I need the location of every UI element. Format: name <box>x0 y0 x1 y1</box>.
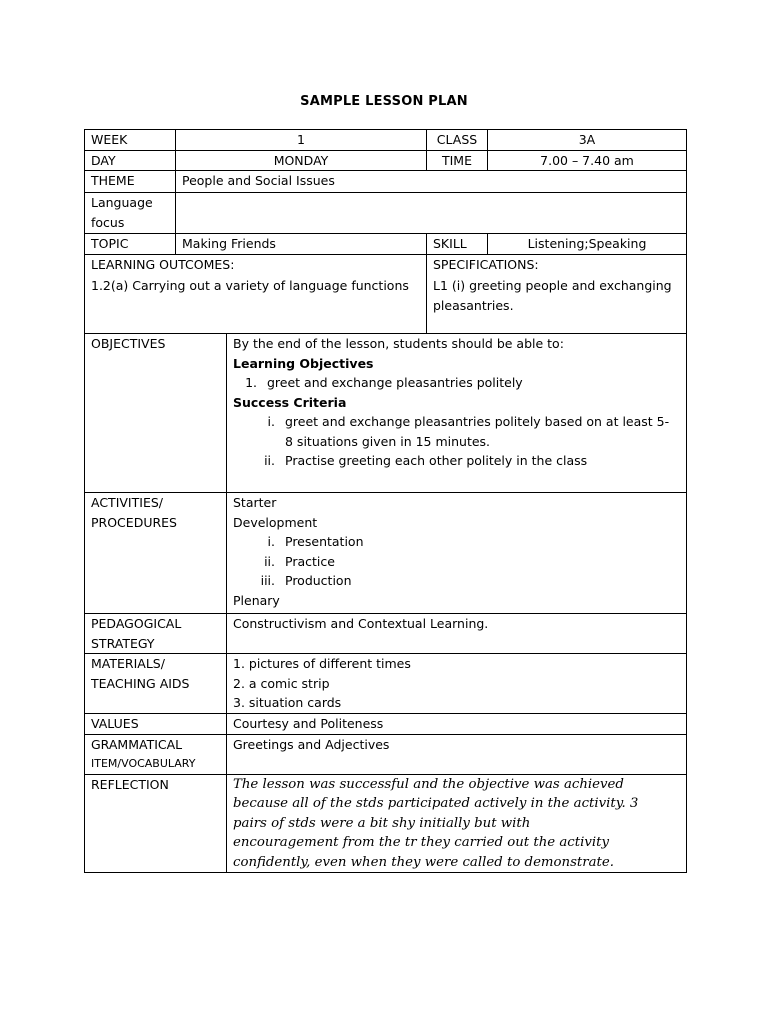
activity-stage-marker: i. <box>267 534 275 549</box>
week-label: WEEK <box>85 130 176 151</box>
activities-label-line1: ACTIVITIES/ <box>91 495 163 510</box>
reflection-line: because all of the stds participated actively in the activity. 3 <box>233 796 639 811</box>
specifications-value-line2: pleasantries. <box>433 297 514 313</box>
reflection-line: encouragement from the tr they carried out the activity <box>233 835 609 850</box>
success-criterion-text-line1: Practise greeting each other politely in the class <box>285 453 588 468</box>
activity-stage-item <box>233 532 680 552</box>
topic-label: TOPIC <box>85 234 176 255</box>
activities-development: Development <box>233 514 318 530</box>
pedagogical-label-line2: STRATEGY <box>91 635 155 651</box>
language-focus-label <box>85 193 176 234</box>
reflection-line: confidently, even when they were called to demonstrate. <box>233 854 614 870</box>
time-label: TIME <box>427 150 488 171</box>
materials-content <box>227 654 687 714</box>
materials-label-line1: MATERIALS/ <box>91 656 165 671</box>
values-row <box>85 713 687 734</box>
topic-row <box>85 234 687 255</box>
document-title: SAMPLE LESSON PLAN <box>300 94 468 109</box>
activity-stage-text: Presentation <box>285 534 364 549</box>
success-criteria-heading: Success Criteria <box>233 394 347 410</box>
success-criterion-text-line1: greet and exchange pleasantries politely based on at least 5- <box>285 414 670 429</box>
materials-label <box>85 654 227 714</box>
pedagogical-label-line1: PEDAGOGICAL <box>91 616 182 631</box>
grammatical-label <box>85 734 227 774</box>
activity-stage-text: Practice <box>285 553 335 569</box>
week-row <box>85 130 687 151</box>
activities-starter: Starter <box>233 495 277 510</box>
activity-stage-marker: iii. <box>260 573 275 588</box>
skill-value: Listening;Speaking <box>488 234 687 255</box>
reflection-line: pairs of stds were a bit shy initially but with <box>233 815 531 831</box>
values-value: Courtesy and Politeness <box>227 713 687 734</box>
activities-plenary: Plenary <box>233 592 280 608</box>
learning-outcomes-cell <box>85 254 427 333</box>
language-focus-value <box>176 193 687 234</box>
class-label: CLASS <box>427 130 488 151</box>
week-value: 1 <box>176 130 427 151</box>
language-focus-row <box>85 193 687 234</box>
time-value: 7.00 – 7.40 am <box>488 150 687 171</box>
learning-objective-text: greet and exchange pleasantries politely <box>267 375 523 390</box>
skill-label: SKILL <box>427 234 488 255</box>
learning-objectives-heading: Learning Objectives <box>233 355 374 371</box>
success-criterion-item <box>233 412 680 451</box>
activities-content <box>227 493 687 614</box>
reflection-line: The lesson was successful and the objective was achieved <box>233 776 624 792</box>
objectives-intro: By the end of the lesson, students should be able to: <box>233 336 564 351</box>
reflection-text <box>227 774 687 873</box>
language-focus-label-line2: focus <box>91 214 125 230</box>
materials-item: 2. a comic strip <box>233 675 330 691</box>
activity-stage-item <box>233 571 680 591</box>
objectives-content <box>227 334 687 493</box>
materials-row <box>85 654 687 714</box>
grammatical-label-line1: GRAMMATICAL <box>91 736 183 752</box>
materials-item: 1. pictures of different times <box>233 656 411 671</box>
pedagogical-value: Constructivism and Contextual Learning. <box>227 614 687 654</box>
topic-value: Making Friends <box>176 234 427 255</box>
language-focus-label-line1: Language <box>91 195 153 210</box>
reflection-label: REFLECTION <box>85 774 227 873</box>
reflection-row <box>85 774 687 873</box>
outcomes-row <box>85 254 687 333</box>
grammatical-row <box>85 734 687 774</box>
learning-objective-item <box>233 373 680 393</box>
activities-row <box>85 493 687 614</box>
pedagogical-row <box>85 614 687 654</box>
activities-label-line2: PROCEDURES <box>91 514 177 530</box>
theme-row <box>85 171 687 193</box>
objectives-label: OBJECTIVES <box>85 334 227 493</box>
day-row <box>85 150 687 171</box>
values-label: VALUES <box>85 713 227 734</box>
success-criterion-marker: i. <box>267 414 275 429</box>
activity-stage-item <box>233 552 680 572</box>
class-value: 3A <box>488 130 687 151</box>
materials-item: 3. situation cards <box>233 695 342 710</box>
theme-label: THEME <box>85 171 176 193</box>
lesson-header-table <box>84 129 687 334</box>
learning-objective-marker: 1. <box>245 375 257 390</box>
learning-outcomes-label: LEARNING OUTCOMES: <box>91 256 235 272</box>
activity-stage-marker: ii. <box>264 553 275 569</box>
success-criterion-item <box>233 451 680 471</box>
activity-stage-text: Production <box>285 573 352 588</box>
activities-label <box>85 493 227 614</box>
grammatical-label-line2: ITEM/VOCABULARY <box>91 757 196 770</box>
specifications-cell <box>427 254 687 333</box>
success-criterion-marker: ii. <box>264 453 275 468</box>
success-criterion-text-line2: 8 situations given in 15 minutes. <box>285 433 491 449</box>
lesson-body-table <box>84 333 687 873</box>
theme-value: People and Social Issues <box>176 171 687 193</box>
objectives-row <box>85 334 687 493</box>
specifications-label: SPECIFICATIONS: <box>433 256 539 272</box>
learning-outcomes-value: 1.2(a) Carrying out a variety of language functions <box>91 278 409 293</box>
day-label: DAY <box>85 150 176 171</box>
day-value: MONDAY <box>176 150 427 171</box>
specifications-value-line1: L1 (i) greeting people and exchanging <box>433 278 672 293</box>
grammatical-value: Greetings and Adjectives <box>227 734 687 774</box>
pedagogical-label <box>85 614 227 654</box>
materials-label-line2: TEACHING AIDS <box>91 675 190 691</box>
